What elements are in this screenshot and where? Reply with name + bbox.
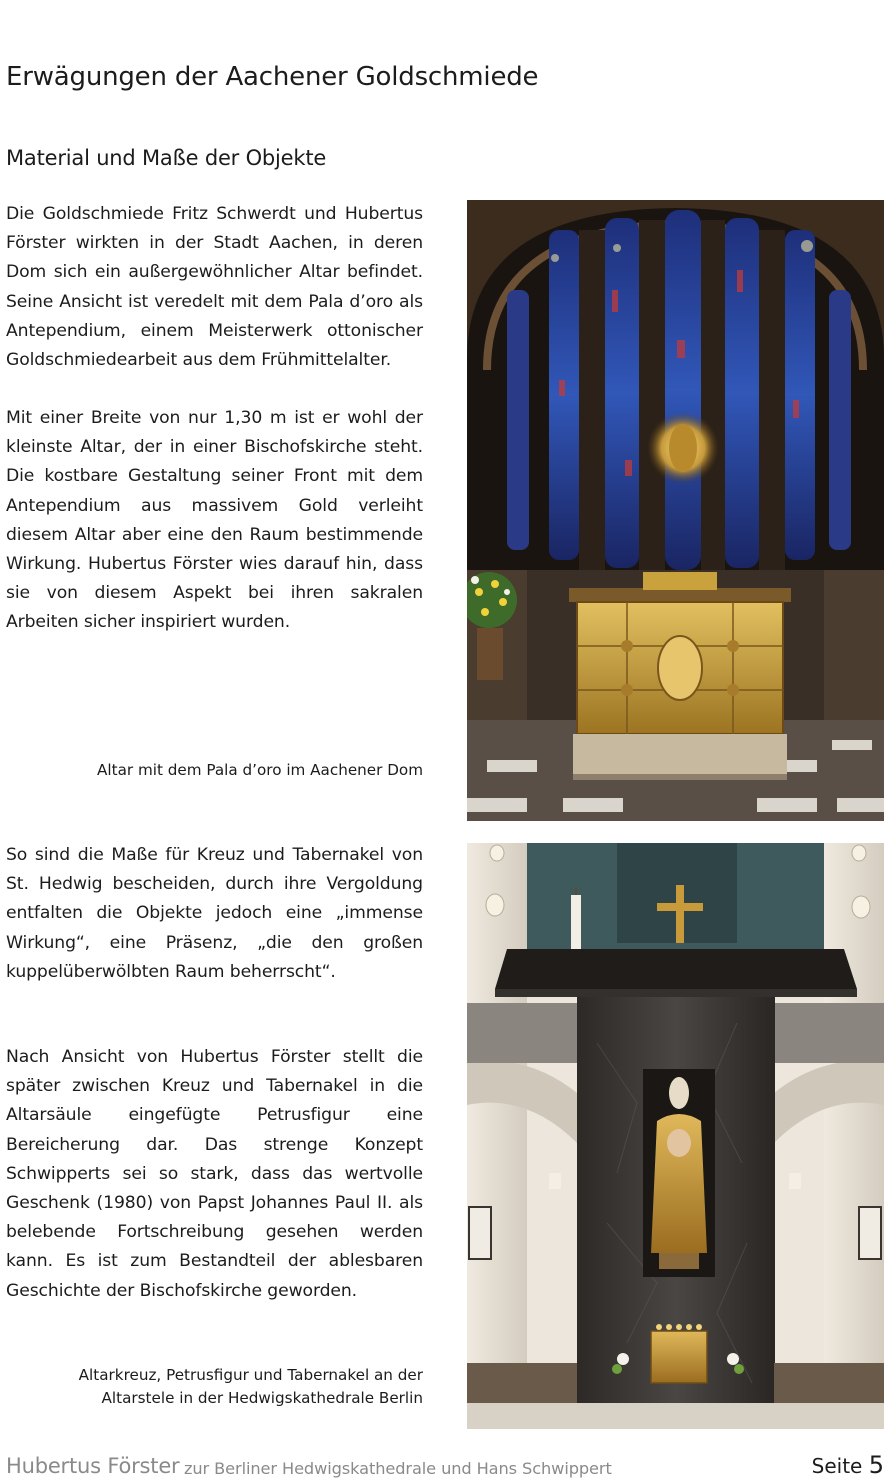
body-paragraph-3: So sind die Maße für Kreuz und Tabernakel von St. Hedwig bescheiden, durch ihre Vergoldung entfalten die Objekte jedoch eine „immense Wirkung“, eine Präsenz, „die den großen kuppelüberwölbten Raum beherrscht“. (6, 845, 423, 982)
body-paragraph-2: Mit einer Breite von nur 1,30 m ist er wohl der kleinste Altar, der in einer Bischofskirche steht. Die kostbare Gestaltung seiner Front mit dem Antependium aus massivem Gold verleiht diesem Altar aber eine den Raum bestimmende Wirkung. Hubertus Förster wies darauf hin, dass sie von diesem Aspekt bei ihren sakralen Arbeiten sicher inspiriert wurden. (6, 408, 423, 633)
section-heading: Material und Maße der Objekte (6, 146, 327, 170)
page-title: Erwägungen der Aachener Goldschmiede (6, 62, 539, 92)
photo-caption-hedwig (13, 1364, 423, 1410)
caption-line-1: Altarkreuz, Petrusfigur und Tabernakel an der (78, 1366, 423, 1384)
body-paragraph-1: Die Goldschmiede Fritz Schwerdt und Hubertus Förster wirkten in der Stadt Aachen, in deren Dom sich ein außergewöhnlicher Altar befindet. Seine Ansicht ist veredelt mit dem Pala d’oro als Antependium, einem Meisterwerk ottonischer Goldschmiedearbeit aus dem Frühmittelalter. (6, 204, 423, 371)
page-number: 5 (868, 1451, 884, 1479)
page-number-label (812, 1451, 884, 1479)
page-label: Seite (811, 1454, 863, 1478)
body-paragraph-4: Nach Ansicht von Hubertus Förster stellt die später zwischen Kreuz und Tabernakel in die Altarsäule eingefügte Petrusfigur eine Bereicherung dar. Das strenge Konzept Schwipperts sei so stark, dass das wertvolle Geschenk (1980) von Papst Johannes Paul II. als belebende Fortschreibung gesehen werden kann. Es ist zum Bestandteil der ablesbaren Geschichte der Bischofskirche geworden. (6, 1047, 423, 1301)
footer-subtitle: zur Berliner Hedwigskathedrale und Hans Schwippert (184, 1459, 612, 1478)
page-footer (6, 1450, 884, 1484)
photo-caption-aachen: Altar mit dem Pala d’oro im Aachener Dom (97, 761, 423, 779)
caption-line-2: Altarstele in der Hedwigskathedrale Berlin (101, 1389, 423, 1407)
photo-hedwig-altar-stele (467, 843, 884, 1429)
footer-author: Hubertus Förster (6, 1454, 180, 1478)
photo-aachen-altar (467, 200, 884, 821)
